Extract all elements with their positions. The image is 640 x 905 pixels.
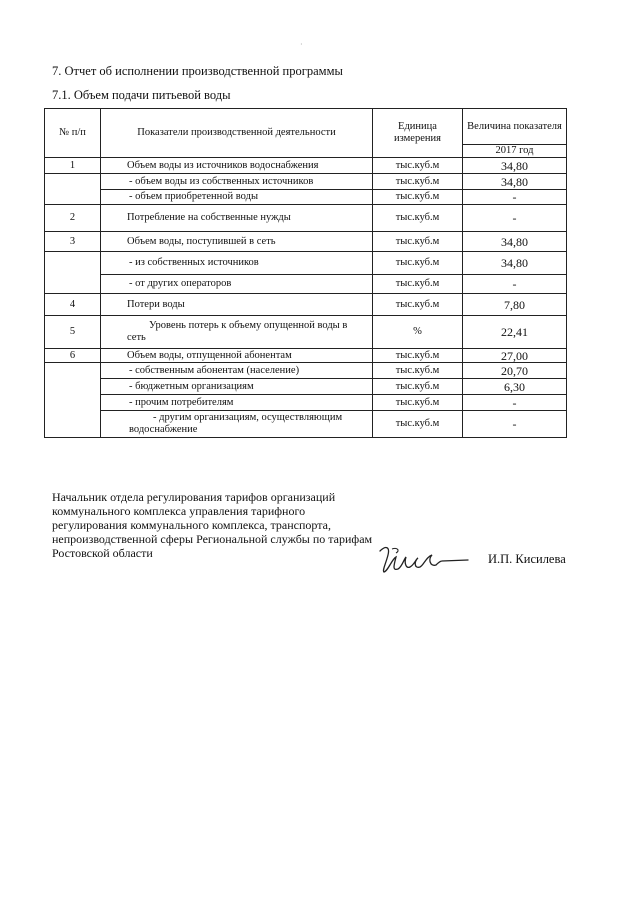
row-num: 2 <box>45 205 101 232</box>
row-value: - <box>463 190 567 205</box>
table-row <box>45 205 567 232</box>
row-unit: тыс.куб.м <box>373 158 463 174</box>
row-indicator: Объем воды, поступившей в сеть <box>101 232 373 252</box>
signatory-position: Начальник отдела регулирования тарифов организаций коммунального комплекса управления тарифного регулирования коммунального комплекса, транспорта, непроизводственной сферы Региональной службы по тарифам Ростовской области <box>52 490 373 560</box>
row-unit: тыс.куб.м <box>373 379 463 395</box>
row-value: 22,41 <box>463 316 567 349</box>
row-value: 7,80 <box>463 294 567 316</box>
header-value: Величина показателя <box>463 109 567 145</box>
row-indicator: - объем воды из собственных источников <box>101 174 373 190</box>
row-value: 34,80 <box>463 158 567 174</box>
row-num: 3 <box>45 232 101 252</box>
row-num: 4 <box>45 294 101 316</box>
row-value: - <box>463 275 567 294</box>
row-unit: тыс.куб.м <box>373 411 463 438</box>
row-indicator: Уровень потерь к объему опущенной воды в сеть <box>101 316 373 349</box>
table-row <box>45 395 567 411</box>
table-row <box>45 158 567 174</box>
row-num: 5 <box>45 316 101 349</box>
table-row <box>45 411 567 438</box>
table-row <box>45 379 567 395</box>
table-row <box>45 363 567 379</box>
table-row <box>45 349 567 363</box>
row-value: 34,80 <box>463 232 567 252</box>
row-value: 34,80 <box>463 174 567 190</box>
header-num: № п/п <box>45 109 101 158</box>
row-indicator: - прочим потребителям <box>101 395 373 411</box>
table-row <box>45 190 567 205</box>
header-indicator: Показатели производственной деятельности <box>101 109 373 158</box>
header-year: 2017 год <box>463 145 567 158</box>
row-value: 20,70 <box>463 363 567 379</box>
row-unit: тыс.куб.м <box>373 363 463 379</box>
row-num <box>45 363 101 438</box>
header-unit: Единица измерения <box>373 109 463 158</box>
row-value: - <box>463 205 567 232</box>
water-supply-table <box>44 108 567 438</box>
row-num: 1 <box>45 158 101 174</box>
row-num <box>45 252 101 294</box>
row-unit: тыс.куб.м <box>373 294 463 316</box>
row-indicator: - собственным абонентам (население) <box>101 363 373 379</box>
row-num: 6 <box>45 349 101 363</box>
signer-name: И.П. Кисилева <box>488 552 566 566</box>
row-value: 6,30 <box>463 379 567 395</box>
row-indicator: Потребление на собственные нужды <box>101 205 373 232</box>
row-indicator: - объем приобретенной воды <box>101 190 373 205</box>
row-indicator: - бюджетным организациям <box>101 379 373 395</box>
row-indicator: Объем воды, отпущенной абонентам <box>101 349 373 363</box>
row-num <box>45 174 101 205</box>
row-indicator: - другим организациям, осуществляющим водоснабжение <box>101 411 373 438</box>
row-value: 34,80 <box>463 252 567 275</box>
table-row <box>45 275 567 294</box>
row-value: - <box>463 395 567 411</box>
table-body <box>45 158 567 438</box>
row-unit: тыс.куб.м <box>373 205 463 232</box>
row-value: - <box>463 411 567 438</box>
row-indicator: Объем воды из источников водоснабжения <box>101 158 373 174</box>
table-row <box>45 316 567 349</box>
row-unit: тыс.куб.м <box>373 395 463 411</box>
table-row <box>45 174 567 190</box>
row-unit: тыс.куб.м <box>373 232 463 252</box>
row-indicator: - из собственных источников <box>101 252 373 275</box>
table-row <box>45 252 567 275</box>
row-indicator: - от других операторов <box>101 275 373 294</box>
row-value: 27,00 <box>463 349 567 363</box>
section-title: 7. Отчет об исполнении производственной программы <box>52 64 343 78</box>
row-indicator: Потери воды <box>101 294 373 316</box>
subsection-title: 7.1. Объем подачи питьевой воды <box>52 88 231 102</box>
row-unit: тыс.куб.м <box>373 190 463 205</box>
table-row <box>45 232 567 252</box>
page-mark: · <box>300 40 303 49</box>
table-row <box>45 294 567 316</box>
row-unit: тыс.куб.м <box>373 252 463 275</box>
row-unit: тыс.куб.м <box>373 349 463 363</box>
row-unit: % <box>373 316 463 349</box>
row-unit: тыс.куб.м <box>373 174 463 190</box>
row-unit: тыс.куб.м <box>373 275 463 294</box>
handwritten-signature <box>372 541 482 577</box>
